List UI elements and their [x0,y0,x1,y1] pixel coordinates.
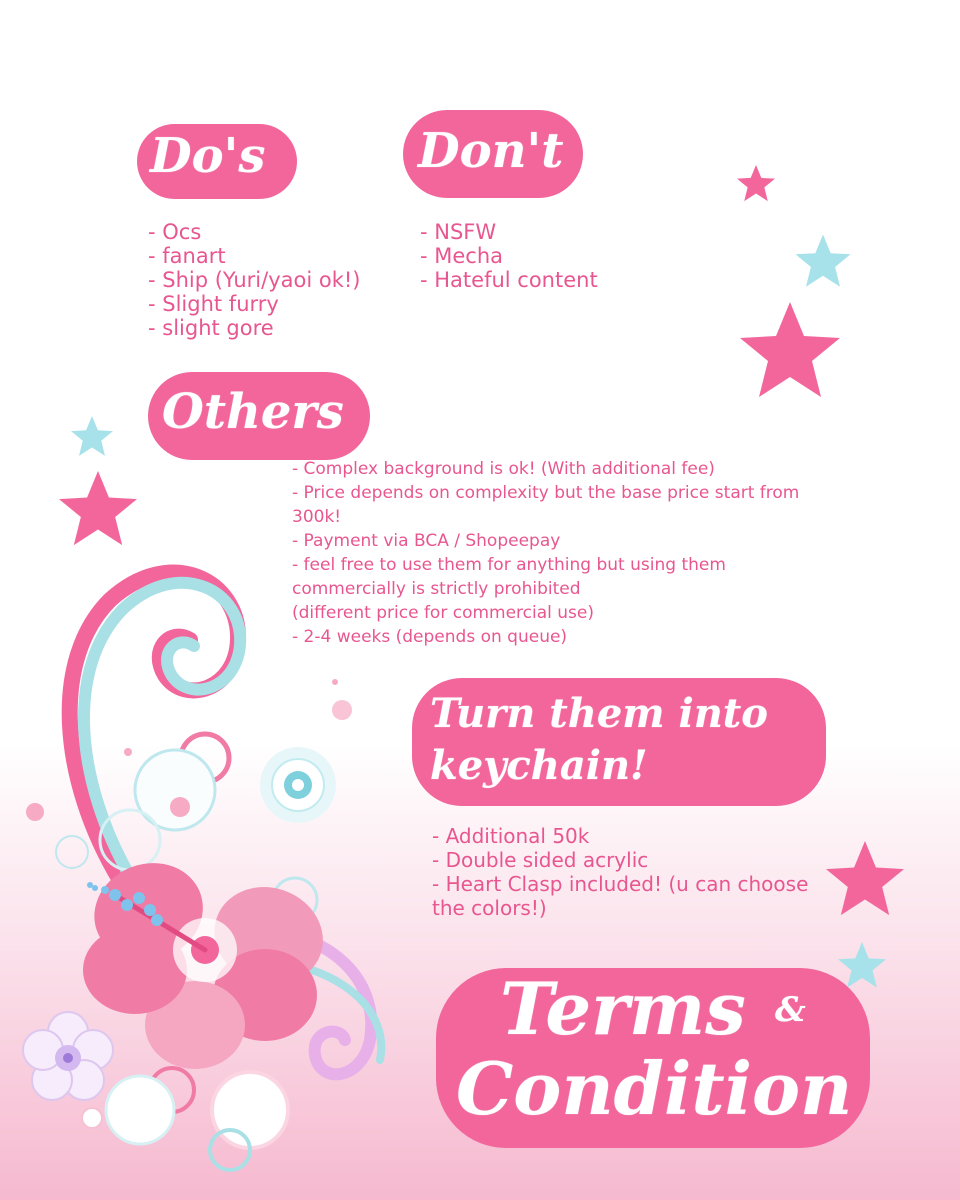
list-item: - Double sided acrylic [432,848,649,872]
list-item: - Payment via BCA / Shopeepay [292,531,561,551]
list-item: - feel free to use them for anything but using them commercially is strictly prohibited [292,555,726,599]
star-icon [838,942,886,988]
list-item: - Ship (Yuri/yaoi ok!) [148,268,361,292]
footer-ampersand: & [775,990,806,1030]
list-item: - NSFW [420,220,497,244]
list-item: - Ocs [148,220,202,244]
star-icon [59,471,137,545]
list-item: - fanart [148,244,226,268]
keychain-heading [430,688,768,792]
donts-heading: Don't [418,123,564,179]
list-item: - Price depends on complexity but the base price start from 300k! [292,483,800,527]
dos-list [148,220,360,340]
sunburst-icon [260,747,336,823]
dos-heading: Do's [150,128,266,184]
keychain-heading-line2: keychain! [430,742,648,789]
list-item: - 2-4 weeks (depends on queue) [292,627,568,647]
small-flower-icon [23,1012,113,1100]
donts-list [420,220,598,292]
hibiscus-flower-icon [81,848,337,1069]
footer-title-line2: Condition [456,1046,853,1131]
star-icon [796,235,851,287]
star-icon [71,416,113,456]
others-list [292,457,832,649]
list-item: - Slight furry [148,292,279,316]
list-item: - Additional 50k [432,824,590,848]
list-item: (different price for commercial use) [292,603,595,623]
list-item: - Complex background is ok! (With additional fee) [292,459,715,479]
star-icon [826,841,904,915]
list-item: - slight gore [148,316,274,340]
keychain-heading-line1: Turn them into [430,690,768,737]
list-item: - Hateful content [420,268,598,292]
others-heading: Others [162,384,344,440]
footer-title-line1: Terms [500,966,746,1051]
star-icon [737,165,775,201]
swirl-icon [70,573,240,880]
keychain-list [432,824,812,920]
star-icon [740,302,840,397]
list-item: - Mecha [420,244,504,268]
list-item: - Heart Clasp included! (u can choose the colors!) [432,872,809,920]
